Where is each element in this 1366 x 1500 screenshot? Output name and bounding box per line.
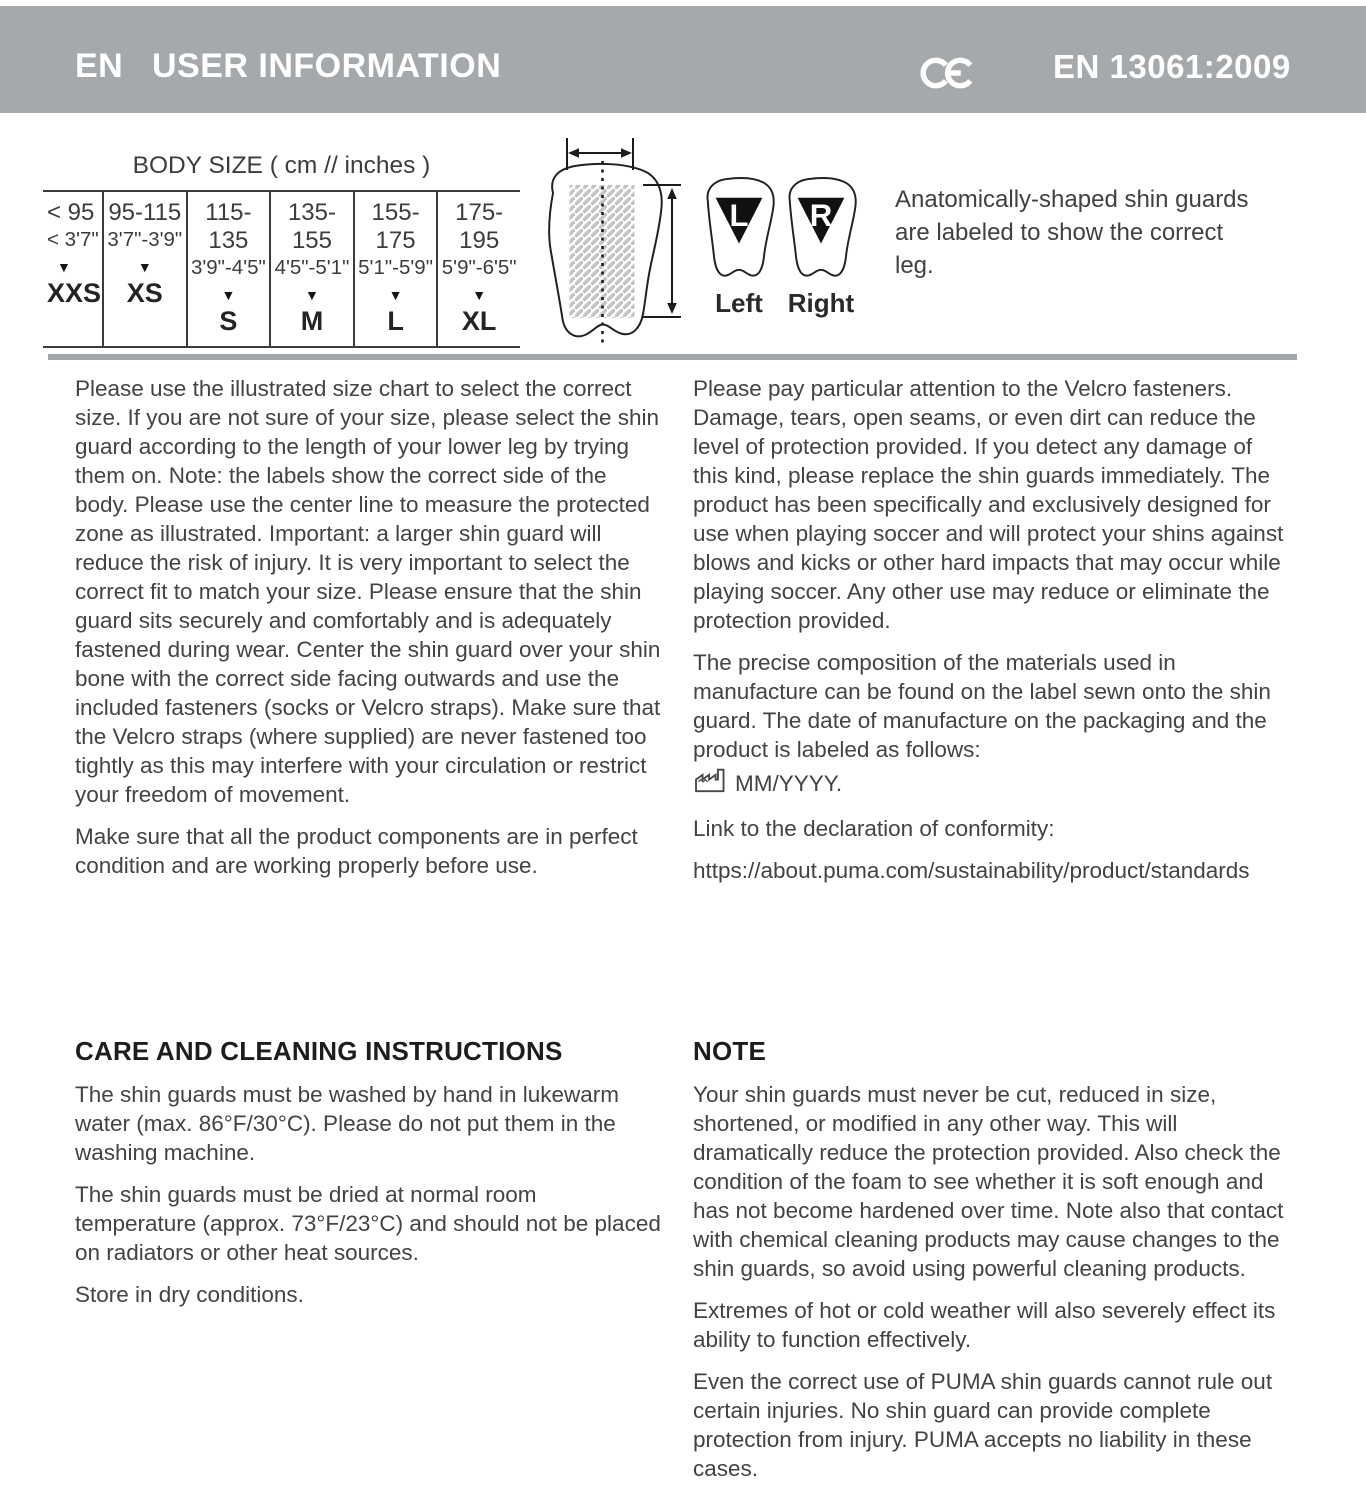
size-column-l: [353, 192, 437, 346]
paragraph: Store in dry conditions.: [75, 1282, 304, 1307]
note-column: [693, 1080, 1293, 1496]
note-heading: NOTE: [693, 1036, 767, 1066]
size-label: XXS: [47, 278, 102, 308]
size-chart-table: [43, 190, 520, 348]
down-triangle-icon: ▼: [137, 259, 152, 275]
size-label: S: [219, 306, 238, 336]
section-divider: [48, 354, 1297, 360]
inch-range: 5'9"-6'5": [441, 256, 517, 279]
cm-range: 95-115: [108, 199, 182, 226]
size-column-xl: [436, 192, 520, 346]
cm-range: 135-155: [287, 199, 336, 254]
down-triangle-icon: ▼: [388, 287, 403, 303]
manufacture-date-format: MM/YYYY.: [735, 771, 843, 796]
svg-text:R: R: [809, 198, 833, 233]
inch-range: 5'1"-5'9": [358, 256, 433, 279]
paragraph: Make sure that all the product components are in perfect condition and are working properly before use.: [75, 824, 638, 878]
shin-guard-measure-diagram-icon: [543, 133, 693, 360]
paragraph: Your shin guards must never be cut, reduced in size, shortened, or modified in any other way. This will dramatically reduce the protection provided. Also check the condition of the foam to see whether it is soft enough and has not become hardened over time. Note also that contact with chemical cleaning products may cause changes to the shin guards, so avoid using powerful cleaning products.: [693, 1082, 1284, 1281]
paragraph: Extremes of hot or cold weather will also severely effect its ability to function effectively.: [693, 1298, 1276, 1352]
cm-range: 155-175: [371, 199, 420, 254]
size-chart-title: BODY SIZE ( cm // inches ): [132, 152, 431, 179]
inch-range: 4'5"-5'1": [274, 256, 350, 279]
svg-text:L: L: [729, 198, 749, 233]
protection-info-column: [693, 374, 1293, 898]
paragraph: The shin guards must be washed by hand in lukewarm water (max. 86°F/30°C). Please do not put them in the washing machine.: [75, 1082, 620, 1165]
care-instructions-column: [75, 1080, 663, 1322]
size-column-m: [269, 192, 353, 346]
right-guard-label: Right: [787, 288, 855, 318]
header-bar: [0, 6, 1366, 113]
page-title: USER INFORMATION: [152, 47, 502, 85]
size-column-s: [186, 192, 270, 346]
language-code: EN: [75, 47, 124, 85]
conformity-link-label: Link to the declaration of conformity:: [693, 816, 1055, 841]
ce-mark-icon: [920, 53, 978, 93]
diagram-caption: Anatomically-shaped shin guards are labeled to show the correct leg.: [895, 186, 1249, 279]
conformity-link-url: https://about.puma.com/sustainability/product/standards: [693, 858, 1250, 883]
right-shin-guard-icon: [782, 170, 860, 282]
left-guard-label: Left: [715, 288, 763, 318]
down-triangle-icon: ▼: [57, 259, 71, 275]
paragraph: Please pay particular attention to the Velcro fasteners. Damage, tears, open seams, or even dirt can reduce the level of protection provided. If you detect any damage of this kind, please replace the shin guards immediately. The product has been specifically and exclusively designed for use when playing soccer and will protect your shins against blows and kicks or other hard impacts that may occur while playing soccer. Any other use may reduce or eliminate the protection provided.: [693, 376, 1284, 633]
size-label: L: [387, 306, 404, 336]
sizing-instructions-column: [75, 374, 663, 893]
cm-range: 115-135: [205, 199, 252, 254]
down-triangle-icon: ▼: [305, 287, 319, 303]
left-shin-guard-icon: [700, 170, 778, 282]
size-label: M: [300, 306, 324, 336]
cm-range: 175-195: [455, 199, 504, 254]
factory-manufacture-date-icon: [693, 766, 727, 801]
size-column-xs: [102, 192, 186, 346]
standard-number: EN 13061:2009: [1053, 48, 1291, 85]
size-label: XL: [461, 306, 497, 336]
inch-range: < 3'7": [47, 228, 99, 251]
down-triangle-icon: ▼: [221, 287, 236, 303]
size-column-xxs: [43, 192, 102, 346]
size-label: XS: [126, 278, 163, 308]
care-heading: CARE AND CLEANING INSTRUCTIONS: [75, 1036, 563, 1066]
manufacture-date-line: [693, 766, 1293, 801]
inch-range: 3'9"-4'5": [190, 256, 266, 279]
left-shin-guard: [700, 170, 778, 319]
cm-range: < 95: [47, 199, 95, 226]
right-shin-guard: [782, 170, 860, 319]
down-triangle-icon: ▼: [472, 287, 487, 303]
paragraph: Please use the illustrated size chart to select the correct size. If you are not sure of your size, please select the shin guard according to the length of your lower leg by trying them on. Note: the labels show the correct side of the body. Please use the center line to measure the protected zone as illustrated. Important: a larger shin guard will reduce the risk of injury. It is very important to select the correct fit to match your size. Please ensure that the shin guard sits securely and comfortably and is adequately fastened during wear. Center the shin guard over your shin bone with the correct side facing outwards and use the included fasteners (socks or Velcro straps). Make sure that the Velcro straps (where supplied) are never fastened too tightly as this may interfere with your circulation or restrict your freedom of movement.: [75, 376, 661, 807]
paragraph: Even the correct use of PUMA shin guards cannot rule out certain injuries. No shin guard can provide complete protection from injury. PUMA accepts no liability in these cases.: [693, 1369, 1273, 1481]
paragraph: The shin guards must be dried at normal room temperature (approx. 73°F/23°C) and should not be placed on radiators or other heat sources.: [75, 1182, 661, 1265]
inch-range: 3'7"-3'9": [107, 228, 183, 251]
paragraph: The precise composition of the materials used in manufacture can be found on the label sewn onto the shin guard. The date of manufacture on the packaging and the product is labeled as follows:: [693, 650, 1271, 762]
